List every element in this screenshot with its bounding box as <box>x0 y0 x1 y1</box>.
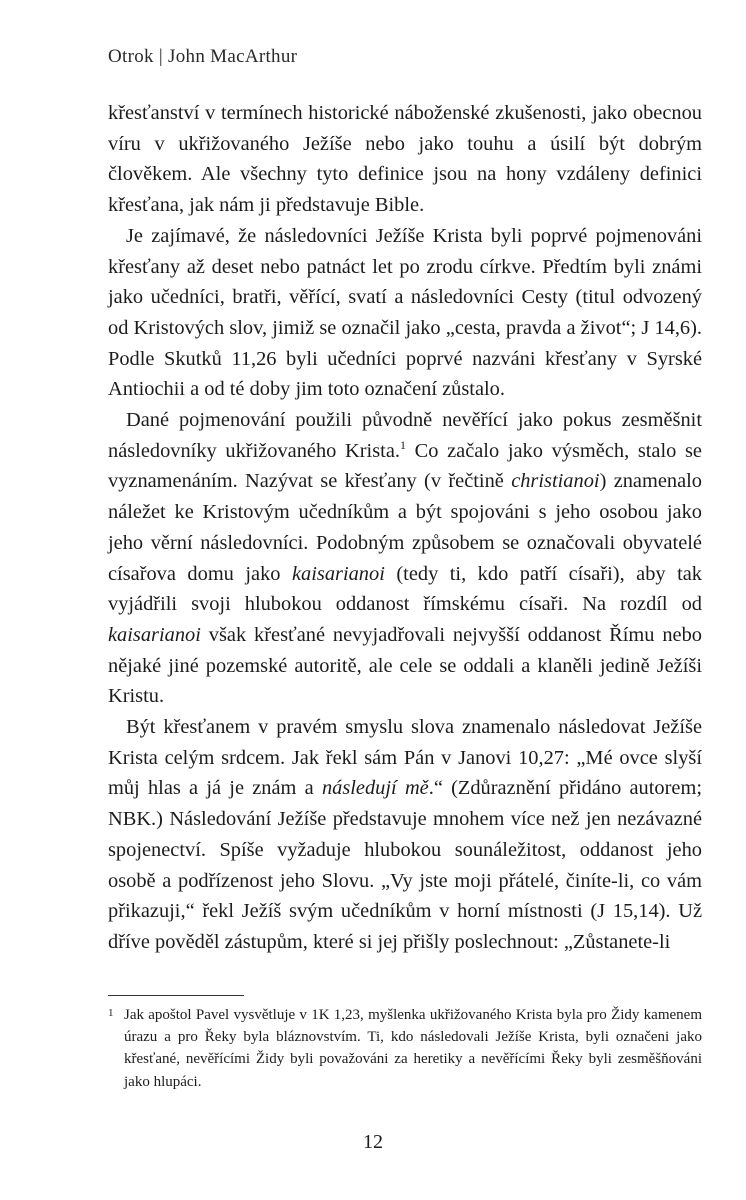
text-run: (tedy ti, kdo patří císaři), aby tak vyjádřili svoji hlubokou oddanost římskému císaři. Na rozdíl od <box>108 562 702 616</box>
paragraph-3 <box>108 405 702 712</box>
text-run: Být křesťanem v pravém smyslu slova znamenalo následovat Ježíše Krista celým srdcem. Jak řekl sám Pán v Janovi 10,27: „Mé ovce slyší můj hlas a já je znám a <box>108 716 702 800</box>
text-run: .“ (Zdůraznění přidáno autorem; NBK.) Následování Ježíše představuje mnohem více než jen nezávazné spojenectví. Spíše vyžaduje hlubokou sounáležitost, oddanost jeho osobě a podřízenost jeho Slovu. „Vy jste moji přátelé, činíte-li, co vám přikazuji,“ řekl Ježíš svým učedníkům v horní místnosti (J 15,14). Už dříve pověděl zástupům, které si jej přišly poslechnout: „Zůstanete-li <box>108 777 702 953</box>
paragraph-2: Je zajímavé, že následovníci Ježíše Krista byli poprvé pojmenováni křesťany až deset nebo patnáct let po zrodu církve. Předtím byli známi jako učedníci, bratři, věřící, svatí a následovníci Cesty (titul odvozený od Kristových slov, jimiž se označil jako „cesta, pravda a život“; J 14,6). Podle Skutků 11,26 byli učedníci poprvé nazváni křesťany v Syrské Antiochii a od té doby jim toto označení zůstalo. <box>108 224 702 401</box>
footnote-mark: 1 <box>108 1007 114 1019</box>
footnote <box>108 1004 702 1093</box>
text-run: Dané pojmenování použili původně nevěřící jako pokus zesměšnit následovníky ukřižovaného Krista. <box>108 409 702 462</box>
main-text <box>108 98 702 958</box>
paragraph-4 <box>108 712 702 958</box>
footnote-text: Jak apoštol Pavel vysvětluje v 1K 1,23, myšlenka ukřižovaného Krista byla pro Židy kamenem úrazu a pro Řeky byla bláznovstvím. Ti, kdo následovali Ježíše Krista, byli označeni jako křesťané, nevěřícími Židy byli považováni za heretiky a nevěřícími Řeky byli zesměšňováni jako hlupáci. <box>124 1007 702 1090</box>
running-head: Otrok | John MacArthur <box>108 46 298 67</box>
page-number: 12 <box>363 1131 383 1153</box>
text-run: ) znamenalo náležet ke Kristovým učedníkům a být spojováni s jeho osobou jako jeho věrní následovníci. Podobným způsobem se označovali obyvatelé císařova domu jako <box>108 470 703 585</box>
text-run: však křesťané nevyjadřovali nejvyšší oddanost Římu nebo nějaké jiné pozemské autoritě, ale cele se oddali a klaněli jedině Ježíši Kristu. <box>108 623 702 708</box>
footnote-divider <box>108 995 244 996</box>
paragraph-1: křesťanství v termínech historické náboženské zkušenosti, jako obecnou víru v ukřižovaného Ježíše nebo jako touhu a úsilí být dobrým člověkem. Ale všechny tyto definice jsou na hony vzdáleny definici křesťana, jak nám ji představuje Bible. <box>108 102 702 217</box>
italic-term: kaisarianoi <box>108 623 201 646</box>
text-run: Co začalo jako výsměch, stalo se vyznamenáním. Nazývat se křesťany (v řečtině <box>108 439 702 493</box>
italic-term: kaisarianoi <box>291 562 385 585</box>
italic-term: christianoi <box>511 470 600 493</box>
footnote-reference: 1 <box>399 437 406 452</box>
italic-emphasis: následují mě <box>321 777 429 800</box>
